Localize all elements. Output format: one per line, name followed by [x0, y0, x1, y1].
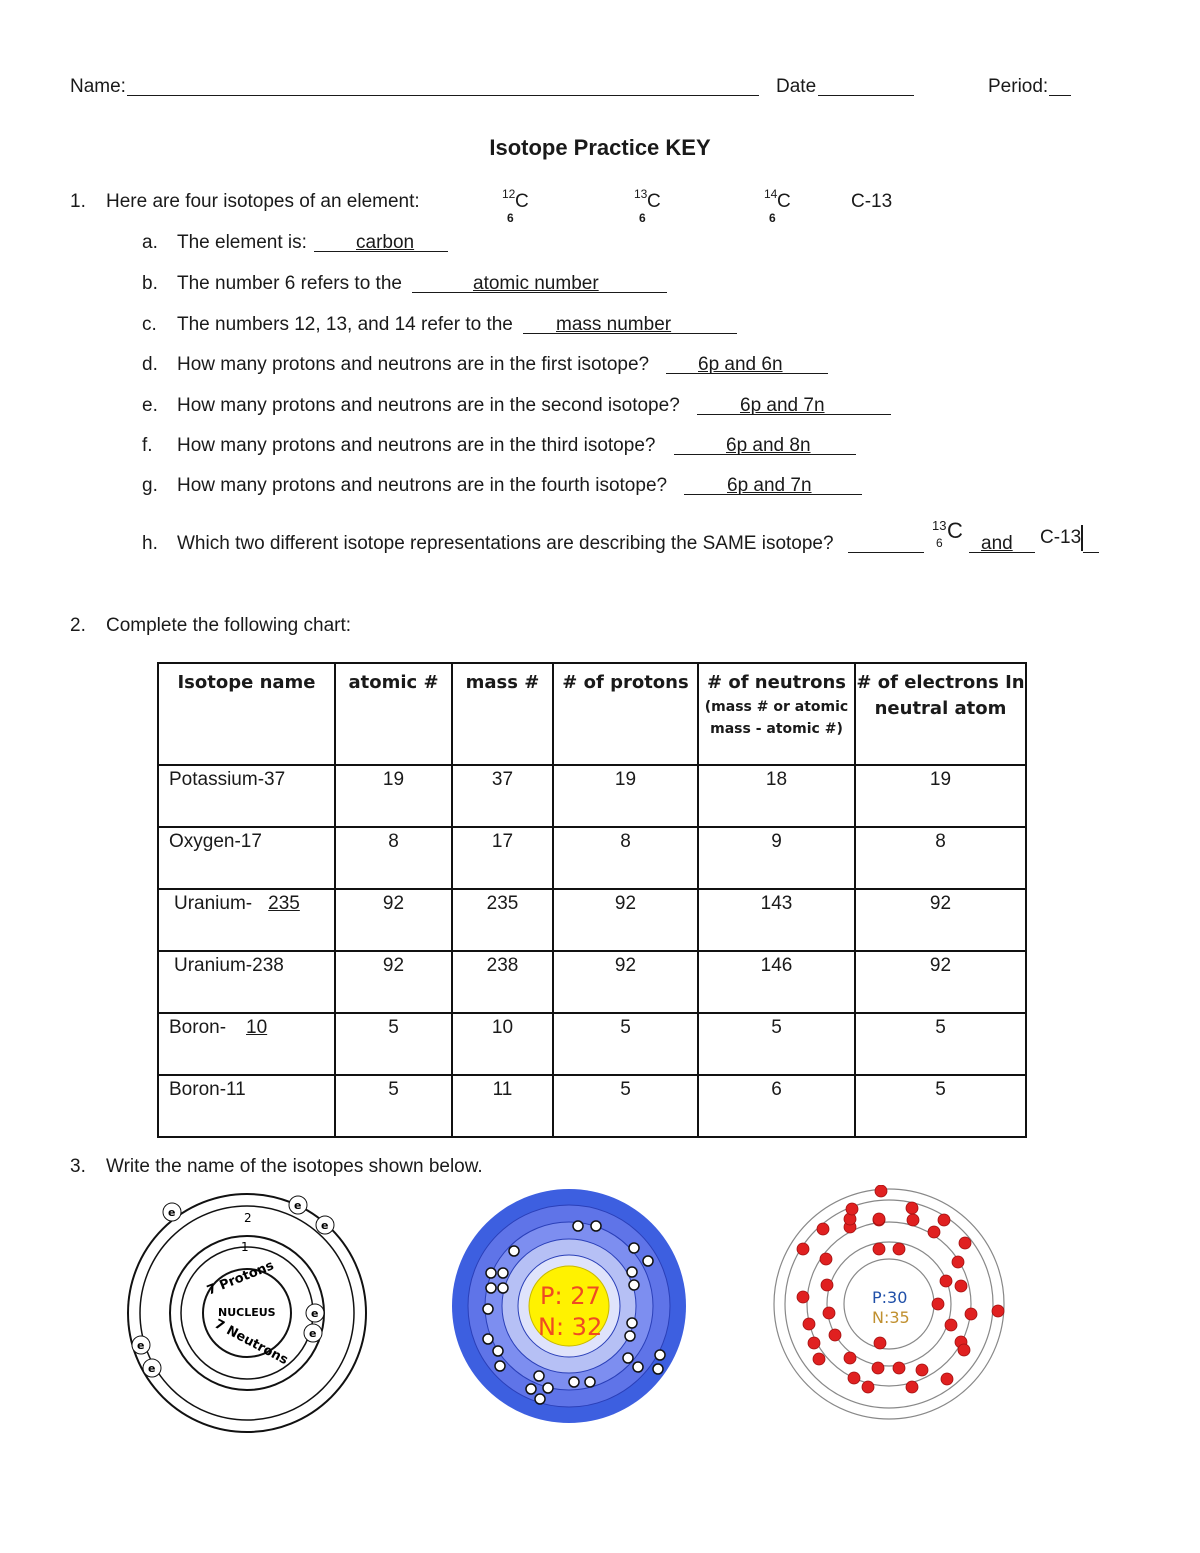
electron — [938, 1214, 950, 1226]
cell-name — [158, 827, 335, 889]
cell-protons: 92 — [553, 951, 698, 1013]
cell-name — [158, 765, 335, 827]
electron-label: e — [168, 1206, 176, 1219]
isotope-name: Boron- — [169, 1017, 227, 1038]
header-isotope-name: Isotope name — [158, 663, 335, 765]
electron — [959, 1237, 971, 1249]
cell-name — [158, 951, 335, 1013]
cell-electrons: 5 — [855, 1013, 1026, 1075]
table-row — [158, 951, 1026, 1013]
isotope-name: Uranium-238 — [174, 955, 284, 976]
electron — [483, 1334, 493, 1344]
electron — [493, 1346, 503, 1356]
cell-electrons: 92 — [855, 889, 1026, 951]
electron — [483, 1304, 493, 1314]
electron — [873, 1243, 885, 1255]
electron — [820, 1253, 832, 1265]
text-cursor — [1081, 525, 1083, 551]
cell-name — [158, 889, 335, 951]
name-field[interactable] — [127, 95, 759, 96]
q1g-letter: g. — [142, 475, 158, 496]
q1h-answer-and: and — [981, 533, 1013, 554]
cell-protons: 19 — [553, 765, 698, 827]
isotope-name: Oxygen-17 — [169, 831, 262, 852]
period-field[interactable] — [1049, 95, 1071, 96]
electron — [829, 1329, 841, 1341]
header-protons: # of protons — [553, 663, 698, 765]
isotope-c12 — [502, 189, 562, 229]
date-label: Date — [776, 76, 817, 97]
q1f-letter: f. — [142, 435, 153, 456]
isotope-name-answer[interactable]: 10 — [246, 1017, 268, 1038]
electron — [916, 1364, 928, 1376]
mass-number: 12 — [502, 187, 516, 201]
isotope-name-answer[interactable]: 235 — [268, 893, 300, 914]
electron — [495, 1361, 505, 1371]
q1h-blank-1[interactable] — [848, 552, 924, 553]
isotope-chart — [157, 662, 1027, 1138]
header-electrons: # of electrons In neutral atom — [855, 663, 1026, 765]
electron — [534, 1371, 544, 1381]
q1a-answer: carbon — [356, 232, 415, 253]
date-field[interactable] — [818, 95, 914, 96]
cell-neutrons: 5 — [698, 1013, 855, 1075]
electron — [873, 1213, 885, 1225]
q1e-answer: 6p and 7n — [740, 395, 825, 416]
q1e-text: How many protons and neutrons are in the second isotope? — [177, 395, 680, 416]
protons-label: 7 Protons — [204, 1258, 277, 1299]
q1d-text: How many protons and neutrons are in the first isotope? — [177, 354, 650, 375]
q1d-letter: d. — [142, 354, 158, 375]
electron — [941, 1373, 953, 1385]
q1a-letter: a. — [142, 232, 158, 253]
electron — [526, 1384, 536, 1394]
cell-atomic: 19 — [335, 765, 452, 827]
table-row — [158, 1075, 1026, 1137]
atomic-number: 6 — [936, 536, 943, 550]
proton-count: P: 27 — [540, 1282, 601, 1310]
electron — [486, 1283, 496, 1293]
mass-number: 14 — [764, 187, 778, 201]
cell-neutrons: 9 — [698, 827, 855, 889]
atomic-number: 6 — [769, 211, 776, 225]
isotope-name: Boron-11 — [169, 1079, 246, 1100]
electron — [874, 1337, 886, 1349]
header-mass-number: mass # — [452, 663, 553, 765]
header-neutrons — [698, 663, 855, 765]
electron — [591, 1221, 601, 1231]
electron — [945, 1319, 957, 1331]
q1c-answer: mass number — [556, 314, 672, 335]
cell-neutrons: 18 — [698, 765, 855, 827]
table-row — [158, 827, 1026, 889]
electron — [875, 1185, 887, 1197]
electron — [633, 1362, 643, 1372]
electron — [862, 1381, 874, 1393]
q1-prompt: Here are four isotopes of an element: — [106, 191, 420, 212]
electron — [643, 1256, 653, 1266]
q2-number: 2. — [70, 615, 86, 636]
electron — [893, 1362, 905, 1374]
header-neutrons-sub: (mass # or atomic mass - atomic #) — [704, 699, 849, 737]
cell-protons: 5 — [553, 1013, 698, 1075]
q3-number: 3. — [70, 1156, 86, 1177]
q1g-text: How many protons and neutrons are in the fourth isotope? — [177, 475, 668, 496]
q1h-blank-3[interactable] — [1083, 552, 1099, 553]
electron — [797, 1291, 809, 1303]
electron — [535, 1394, 545, 1404]
atomic-number: 6 — [507, 211, 514, 225]
electron — [907, 1214, 919, 1226]
cell-mass: 238 — [452, 951, 553, 1013]
electron — [958, 1344, 970, 1356]
electron — [623, 1353, 633, 1363]
q1b-answer: atomic number — [473, 273, 599, 294]
electron — [808, 1337, 820, 1349]
atom-diagram-nitrogen — [120, 1185, 380, 1445]
electron — [932, 1298, 944, 1310]
table-row — [158, 1013, 1026, 1075]
cell-mass: 37 — [452, 765, 553, 827]
nucleus-label: NUCLEUS — [218, 1306, 276, 1319]
element-symbol: C — [777, 191, 791, 212]
electron-label: e — [311, 1307, 319, 1320]
q1a-text: The element is: — [177, 232, 307, 253]
electron — [797, 1243, 809, 1255]
electron — [906, 1381, 918, 1393]
electron — [498, 1268, 508, 1278]
cell-electrons: 8 — [855, 827, 1026, 889]
shell-1-label: 1 — [241, 1240, 249, 1254]
electron — [906, 1202, 918, 1214]
electron — [813, 1353, 825, 1365]
q1b-text: The number 6 refers to the — [177, 273, 402, 294]
cell-electrons: 92 — [855, 951, 1026, 1013]
q1d-answer: 6p and 6n — [698, 354, 783, 375]
header-neutrons-title: # of neutrons — [706, 672, 847, 693]
name-label: Name: — [70, 76, 126, 97]
electron-label: e — [309, 1327, 317, 1340]
period-label: Period: — [988, 76, 1049, 97]
q3-prompt: Write the name of the isotopes shown below. — [106, 1156, 483, 1177]
electron — [965, 1308, 977, 1320]
header-atomic-number: atomic # — [335, 663, 452, 765]
electron — [625, 1331, 635, 1341]
cell-neutrons: 146 — [698, 951, 855, 1013]
cell-mass: 10 — [452, 1013, 553, 1075]
electron — [655, 1350, 665, 1360]
electron — [848, 1372, 860, 1384]
electron — [817, 1223, 829, 1235]
cell-neutrons: 6 — [698, 1075, 855, 1137]
electron — [872, 1362, 884, 1374]
q1h-answer-c13: C-13 — [1040, 527, 1082, 548]
table-header-row — [158, 663, 1026, 765]
q1g-answer: 6p and 7n — [727, 475, 812, 496]
cell-protons: 8 — [553, 827, 698, 889]
q1c-text: The numbers 12, 13, and 14 refer to the — [177, 314, 513, 335]
cell-electrons: 5 — [855, 1075, 1026, 1137]
cell-electrons: 19 — [855, 765, 1026, 827]
isotope-c13 — [634, 189, 694, 229]
electron — [821, 1279, 833, 1291]
electron — [627, 1318, 637, 1328]
atom-diagram-zinc — [766, 1185, 1016, 1425]
cell-atomic: 92 — [335, 951, 452, 1013]
electron — [928, 1226, 940, 1238]
neutrons-label: 7 Neutrons — [211, 1316, 291, 1369]
cell-mass: 11 — [452, 1075, 553, 1137]
mass-number: 13 — [634, 187, 648, 201]
electron-label: e — [137, 1339, 145, 1352]
q1-number: 1. — [70, 191, 86, 212]
element-symbol: C — [947, 518, 963, 543]
cell-atomic: 8 — [335, 827, 452, 889]
q1h-letter: h. — [142, 533, 158, 554]
q2-prompt: Complete the following chart: — [106, 615, 352, 636]
element-symbol: C — [515, 191, 529, 212]
atom-diagram-cobalt — [452, 1183, 692, 1423]
cell-protons: 92 — [553, 889, 698, 951]
q1e-letter: e. — [142, 395, 158, 416]
isotope-name: Uranium- — [174, 893, 253, 914]
electron — [955, 1280, 967, 1292]
cell-atomic: 92 — [335, 889, 452, 951]
atomic-number: 6 — [639, 211, 646, 225]
electron — [627, 1267, 637, 1277]
cell-mass: 17 — [452, 827, 553, 889]
electron — [803, 1318, 815, 1330]
electron — [940, 1275, 952, 1287]
table-row — [158, 765, 1026, 827]
neutron-count: N:35 — [872, 1308, 910, 1327]
q1b-letter: b. — [142, 273, 158, 294]
electron — [629, 1280, 639, 1290]
cell-atomic: 5 — [335, 1013, 452, 1075]
mass-number: 13 — [932, 518, 947, 533]
cell-name — [158, 1075, 335, 1137]
table-row — [158, 889, 1026, 951]
electron-label: e — [321, 1219, 329, 1232]
electron — [893, 1243, 905, 1255]
electron — [846, 1203, 858, 1215]
electron — [543, 1383, 553, 1393]
q1f-answer: 6p and 8n — [726, 435, 811, 456]
electron — [573, 1221, 583, 1231]
element-symbol: C — [647, 191, 661, 212]
cell-neutrons: 143 — [698, 889, 855, 951]
electron — [823, 1307, 835, 1319]
electron — [498, 1283, 508, 1293]
electron — [952, 1256, 964, 1268]
shell-2-label: 2 — [244, 1211, 252, 1225]
cell-atomic: 5 — [335, 1075, 452, 1137]
isotope-name: Potassium-37 — [169, 769, 286, 790]
electron — [992, 1305, 1004, 1317]
cell-mass: 235 — [452, 889, 553, 951]
proton-count: P:30 — [872, 1288, 908, 1307]
electron — [585, 1377, 595, 1387]
q1c-letter: c. — [142, 314, 157, 335]
q1f-text: How many protons and neutrons are in the third isotope? — [177, 435, 656, 456]
page-title: Isotope Practice KEY — [489, 135, 711, 160]
electron — [486, 1268, 496, 1278]
neutron-count: N: 32 — [538, 1313, 603, 1341]
electron — [653, 1364, 663, 1374]
q1h-text: Which two different isotope representations are describing the SAME isotope? — [177, 533, 834, 554]
electron — [509, 1246, 519, 1256]
cell-protons: 5 — [553, 1075, 698, 1137]
electron-label: e — [148, 1362, 156, 1375]
electron — [629, 1243, 639, 1253]
isotope-c13-hyphen: C-13 — [851, 191, 893, 212]
isotope-c14 — [764, 189, 824, 229]
electron — [844, 1352, 856, 1364]
electron-label: e — [294, 1199, 302, 1212]
cell-name — [158, 1013, 335, 1075]
electron — [569, 1377, 579, 1387]
